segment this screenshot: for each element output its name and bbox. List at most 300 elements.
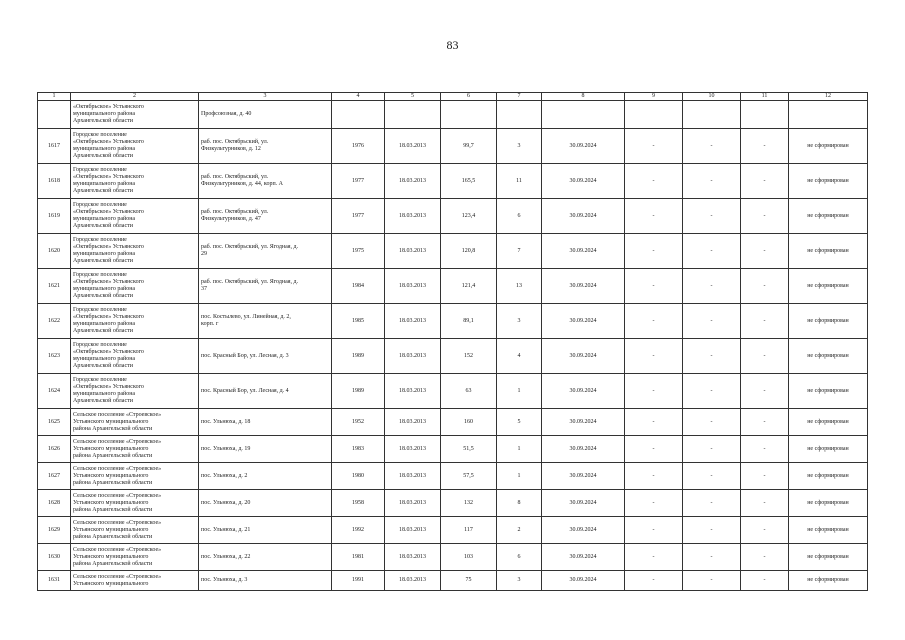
cell-line: Городское поселение xyxy=(73,132,127,138)
column-11-cell: - xyxy=(741,339,789,374)
date-cell xyxy=(385,101,441,129)
page-number: 83 xyxy=(446,38,459,52)
column-10-cell: - xyxy=(683,374,741,409)
deadline-cell: 30.09.2024 xyxy=(542,164,625,199)
deadline-cell: 30.09.2024 xyxy=(542,436,625,463)
cell-line: муниципального района xyxy=(73,286,136,292)
cell-line: Архангельской области xyxy=(73,363,133,369)
cell-line: «Октябрьское» Устьянского xyxy=(73,314,144,320)
deadline-cell: 30.09.2024 xyxy=(542,463,625,490)
date-cell: 18.03.2013 xyxy=(385,544,441,571)
year-built-cell: 1985 xyxy=(332,304,385,339)
column-10-cell: - xyxy=(683,409,741,436)
status-cell: не сформирован xyxy=(789,571,868,591)
residents-count-cell: 1 xyxy=(497,374,542,409)
year-built-cell: 1992 xyxy=(332,517,385,544)
cell-line: пос. Ульнюха, д. 22 xyxy=(201,553,251,560)
row-number-cell: 1630 xyxy=(38,544,71,571)
deadline-cell: 30.09.2024 xyxy=(542,490,625,517)
date-cell: 18.03.2013 xyxy=(385,409,441,436)
cell-line: Городское поселение xyxy=(73,307,127,313)
cell-line: раб. пос. Октябрьский, ул. xyxy=(201,174,269,180)
residents-count-cell: 11 xyxy=(497,164,542,199)
table-row xyxy=(38,374,868,409)
date-cell: 18.03.2013 xyxy=(385,234,441,269)
column-11-cell: - xyxy=(741,269,789,304)
cell-line: Архангельской области xyxy=(73,293,133,299)
cell-line: 37 xyxy=(201,286,207,292)
column-header: 2 xyxy=(71,93,199,101)
status-cell: не сформирован xyxy=(789,129,868,164)
table-row xyxy=(38,544,868,571)
status-cell: не сформирован xyxy=(789,544,868,571)
area-cell xyxy=(441,101,497,129)
column-header: 4 xyxy=(332,93,385,101)
row-number-cell: 1629 xyxy=(38,517,71,544)
row-number-cell: 1628 xyxy=(38,490,71,517)
cell-line: раб. пос. Октябрьский, ул. xyxy=(201,139,269,145)
municipality-cell xyxy=(71,517,199,544)
column-11-cell: - xyxy=(741,374,789,409)
column-header: 3 xyxy=(199,93,332,101)
year-built-cell: 1984 xyxy=(332,269,385,304)
status-cell: не сформирован xyxy=(789,463,868,490)
column-9-cell: - xyxy=(625,339,683,374)
row-number-cell: 1621 xyxy=(38,269,71,304)
cell-line: Устьянского муниципального xyxy=(73,472,149,479)
column-number-header-row xyxy=(38,93,868,101)
address-cell xyxy=(199,269,332,304)
year-built-cell: 1989 xyxy=(332,374,385,409)
deadline-cell: 30.09.2024 xyxy=(542,199,625,234)
status-cell: не сформирован xyxy=(789,517,868,544)
area-cell: 103 xyxy=(441,544,497,571)
date-cell: 18.03.2013 xyxy=(385,199,441,234)
row-number-cell: 1618 xyxy=(38,164,71,199)
cell-line: Устьянского муниципального xyxy=(73,580,149,587)
cell-line: Устьянского муниципального xyxy=(73,526,149,533)
area-cell: 99,7 xyxy=(441,129,497,164)
table-row xyxy=(38,304,868,339)
municipality-cell xyxy=(71,463,199,490)
column-11-cell: - xyxy=(741,463,789,490)
residents-count-cell: 2 xyxy=(497,517,542,544)
row-number-cell: 1620 xyxy=(38,234,71,269)
date-cell: 18.03.2013 xyxy=(385,374,441,409)
cell-line: муниципального района xyxy=(73,216,136,222)
cell-line: района Архангельской области xyxy=(73,452,153,459)
deadline-cell: 30.09.2024 xyxy=(542,544,625,571)
column-11-cell: - xyxy=(741,490,789,517)
cell-line: Сельское поселение «Строевское» xyxy=(73,411,162,418)
cell-line: «Октябрьское» Устьянского xyxy=(73,244,144,250)
row-number-cell: 1622 xyxy=(38,304,71,339)
cell-line: пос. Ульнюха, д. 18 xyxy=(201,418,251,425)
deadline-cell: 30.09.2024 xyxy=(542,517,625,544)
cell-line: Устьянского муниципального xyxy=(73,553,149,560)
cell-line: Сельское поселение «Строевское» xyxy=(73,465,162,472)
municipality-cell xyxy=(71,304,199,339)
table-row xyxy=(38,409,868,436)
status-cell: не сформирован xyxy=(789,164,868,199)
cell-line: пос. Красный Бор, ул. Лесная, д. 4 xyxy=(201,387,289,394)
column-header: 1 xyxy=(38,93,71,101)
column-9-cell: - xyxy=(625,571,683,591)
cell-line: муниципального района xyxy=(73,321,136,327)
address-cell xyxy=(199,436,332,463)
date-cell: 18.03.2013 xyxy=(385,339,441,374)
residents-count-cell: 3 xyxy=(497,129,542,164)
status-cell: не сформирован xyxy=(789,339,868,374)
cell-line: «Октябрьское» Устьянского xyxy=(73,349,144,355)
cell-line: Физкультурников, д. 44, корп. А xyxy=(201,181,284,187)
address-cell xyxy=(199,199,332,234)
cell-line: Архангельской области xyxy=(73,118,133,124)
deadline-cell: 30.09.2024 xyxy=(542,374,625,409)
cell-line: «Октябрьское» Устьянского xyxy=(73,384,144,390)
municipality-cell xyxy=(71,544,199,571)
year-built-cell: 1989 xyxy=(332,339,385,374)
cell-line: Городское поселение xyxy=(73,342,127,348)
date-cell: 18.03.2013 xyxy=(385,517,441,544)
cell-line: пос. Ульнюха, д. 2 xyxy=(201,472,248,479)
table-row xyxy=(38,129,868,164)
column-10-cell: - xyxy=(683,517,741,544)
column-9-cell: - xyxy=(625,517,683,544)
column-9-cell: - xyxy=(625,463,683,490)
cell-line: корп. г xyxy=(201,321,219,327)
cell-line: Городское поселение xyxy=(73,167,127,173)
cell-line: Архангельской области xyxy=(73,188,133,194)
cell-line: 29 xyxy=(201,251,207,257)
residents-count-cell: 4 xyxy=(497,339,542,374)
status-cell: не сформирован xyxy=(789,304,868,339)
municipality-cell xyxy=(71,234,199,269)
cell-line: Городское поселение xyxy=(73,202,127,208)
area-cell: 123,4 xyxy=(441,199,497,234)
address-cell xyxy=(199,234,332,269)
year-built-cell: 1976 xyxy=(332,129,385,164)
cell-line: района Архангельской области xyxy=(73,560,153,567)
column-9-cell: - xyxy=(625,374,683,409)
municipality-cell xyxy=(71,164,199,199)
municipality-cell xyxy=(71,339,199,374)
date-cell: 18.03.2013 xyxy=(385,463,441,490)
column-10-cell: - xyxy=(683,463,741,490)
residents-count-cell: 6 xyxy=(497,199,542,234)
column-10-cell: - xyxy=(683,269,741,304)
column-11-cell: - xyxy=(741,304,789,339)
cell-line: Архангельской области xyxy=(73,153,133,159)
deadline-cell: 30.09.2024 xyxy=(542,571,625,591)
deadline-cell: 30.09.2024 xyxy=(542,339,625,374)
cell-line: пос. Красный Бор, ул. Лесная, д. 3 xyxy=(201,352,289,359)
residents-count-cell: 3 xyxy=(497,304,542,339)
cell-line: муниципального района xyxy=(73,111,136,117)
residents-count-cell: 6 xyxy=(497,544,542,571)
area-cell: 165,5 xyxy=(441,164,497,199)
cell-line: Устьянского муниципального xyxy=(73,445,149,452)
municipality-cell xyxy=(71,199,199,234)
cell-line: Сельское поселение «Строевское» xyxy=(73,546,162,553)
deadline-cell: 30.09.2024 xyxy=(542,409,625,436)
table-row xyxy=(38,101,868,129)
row-number-cell: 1626 xyxy=(38,436,71,463)
area-cell: 121,4 xyxy=(441,269,497,304)
column-header: 8 xyxy=(542,93,625,101)
row-number-cell: 1624 xyxy=(38,374,71,409)
deadline-cell: 30.09.2024 xyxy=(542,234,625,269)
column-11-cell: - xyxy=(741,517,789,544)
cell-line: раб. пос. Октябрьский, ул. xyxy=(201,209,269,215)
column-10-cell xyxy=(683,101,741,129)
cell-line: муниципального района xyxy=(73,251,136,257)
cell-line: района Архангельской области xyxy=(73,479,153,486)
address-cell xyxy=(199,490,332,517)
year-built-cell xyxy=(332,101,385,129)
residents-count-cell: 1 xyxy=(497,436,542,463)
municipality-cell xyxy=(71,409,199,436)
row-number-cell: 1623 xyxy=(38,339,71,374)
cell-line: «Октябрьское» Устьянского xyxy=(73,174,144,180)
year-built-cell: 1952 xyxy=(332,409,385,436)
column-10-cell: - xyxy=(683,129,741,164)
cell-line: Сельское поселение «Строевское» xyxy=(73,519,162,526)
date-cell: 18.03.2013 xyxy=(385,571,441,591)
table-row xyxy=(38,199,868,234)
column-11-cell: - xyxy=(741,164,789,199)
cell-line: Устьянского муниципального xyxy=(73,499,149,506)
address-cell xyxy=(199,101,332,129)
row-number-cell: 1627 xyxy=(38,463,71,490)
date-cell: 18.03.2013 xyxy=(385,164,441,199)
residents-count-cell: 5 xyxy=(497,409,542,436)
column-header: 6 xyxy=(441,93,497,101)
address-cell xyxy=(199,339,332,374)
residents-count-cell: 13 xyxy=(497,269,542,304)
column-9-cell xyxy=(625,101,683,129)
year-built-cell: 1981 xyxy=(332,544,385,571)
table-row xyxy=(38,339,868,374)
status-cell: не сформирован xyxy=(789,409,868,436)
column-9-cell: - xyxy=(625,490,683,517)
column-10-cell: - xyxy=(683,436,741,463)
cell-line: «Октябрьское» Устьянского xyxy=(73,209,144,215)
column-9-cell: - xyxy=(625,409,683,436)
area-cell: 160 xyxy=(441,409,497,436)
cell-line: Городское поселение xyxy=(73,377,127,383)
column-header: 9 xyxy=(625,93,683,101)
row-number-cell: 1631 xyxy=(38,571,71,591)
column-10-cell: - xyxy=(683,490,741,517)
status-cell: не сформирован xyxy=(789,199,868,234)
address-cell xyxy=(199,164,332,199)
date-cell: 18.03.2013 xyxy=(385,436,441,463)
column-header: 5 xyxy=(385,93,441,101)
cell-line: муниципального района xyxy=(73,356,136,362)
year-built-cell: 1983 xyxy=(332,436,385,463)
cell-line: муниципального района xyxy=(73,391,136,397)
column-header: 12 xyxy=(789,93,868,101)
cell-line: Архангельской области xyxy=(73,223,133,229)
cell-line: Профсоюзная, д. 40 xyxy=(201,111,252,117)
column-9-cell: - xyxy=(625,234,683,269)
column-11-cell xyxy=(741,101,789,129)
column-header: 7 xyxy=(497,93,542,101)
table-row xyxy=(38,436,868,463)
residents-count-cell: 8 xyxy=(497,490,542,517)
column-9-cell: - xyxy=(625,544,683,571)
deadline-cell: 30.09.2024 xyxy=(542,304,625,339)
cell-line: Сельское поселение «Строевское» xyxy=(73,438,162,445)
column-11-cell: - xyxy=(741,199,789,234)
cell-line: Физкультурников, д. 12 xyxy=(201,146,261,152)
municipality-cell xyxy=(71,571,199,591)
cell-line: муниципального района xyxy=(73,181,136,187)
date-cell: 18.03.2013 xyxy=(385,304,441,339)
table-row xyxy=(38,490,868,517)
column-11-cell: - xyxy=(741,436,789,463)
residents-count-cell: 1 xyxy=(497,463,542,490)
column-10-cell: - xyxy=(683,164,741,199)
column-9-cell: - xyxy=(625,269,683,304)
area-cell: 120,8 xyxy=(441,234,497,269)
column-10-cell: - xyxy=(683,199,741,234)
address-cell xyxy=(199,544,332,571)
column-11-cell: - xyxy=(741,234,789,269)
residents-count-cell: 3 xyxy=(497,571,542,591)
column-10-cell: - xyxy=(683,571,741,591)
column-11-cell: - xyxy=(741,571,789,591)
table-row xyxy=(38,164,868,199)
column-11-cell: - xyxy=(741,129,789,164)
area-cell: 152 xyxy=(441,339,497,374)
cell-line: Городское поселение xyxy=(73,272,127,278)
cell-line: Физкультурников, д. 47 xyxy=(201,216,261,222)
cell-line: пос. Ульнюха, д. 3 xyxy=(201,577,248,583)
year-built-cell: 1975 xyxy=(332,234,385,269)
column-11-cell: - xyxy=(741,409,789,436)
address-cell xyxy=(199,571,332,591)
table-row xyxy=(38,463,868,490)
table-row xyxy=(38,269,868,304)
column-9-cell: - xyxy=(625,129,683,164)
row-number-cell xyxy=(38,101,71,129)
cell-line: «Октябрьское» Устьянского xyxy=(73,139,144,145)
column-10-cell: - xyxy=(683,304,741,339)
deadline-cell: 30.09.2024 xyxy=(542,129,625,164)
column-9-cell: - xyxy=(625,304,683,339)
table-row xyxy=(38,234,868,269)
cell-line: муниципального района xyxy=(73,146,136,152)
cell-line: пос. Ульнюха, д. 19 xyxy=(201,445,251,452)
area-cell: 117 xyxy=(441,517,497,544)
column-header: 11 xyxy=(741,93,789,101)
area-cell: 132 xyxy=(441,490,497,517)
column-9-cell: - xyxy=(625,436,683,463)
address-cell xyxy=(199,374,332,409)
date-cell: 18.03.2013 xyxy=(385,490,441,517)
cell-line: пос. Костылево, ул. Линейная, д. 2, xyxy=(201,314,291,320)
area-cell: 63 xyxy=(441,374,497,409)
table-row xyxy=(38,517,868,544)
cell-line: пос. Ульнюха, д. 21 xyxy=(201,526,251,533)
column-10-cell: - xyxy=(683,339,741,374)
status-cell: не сформирован xyxy=(789,269,868,304)
cell-line: пос. Ульнюха, д. 20 xyxy=(201,499,251,506)
row-number-cell: 1619 xyxy=(38,199,71,234)
area-cell: 75 xyxy=(441,571,497,591)
cell-line: района Архангельской области xyxy=(73,533,153,540)
column-11-cell: - xyxy=(741,544,789,571)
address-cell xyxy=(199,463,332,490)
cell-line: района Архангельской области xyxy=(73,425,153,432)
date-cell: 18.03.2013 xyxy=(385,129,441,164)
cell-line: раб. пос. Октябрьский, ул. Ягодная, д. xyxy=(201,279,299,285)
address-cell xyxy=(199,409,332,436)
cell-line: Архангельской области xyxy=(73,258,133,264)
cell-line: Архангельской области xyxy=(73,328,133,334)
residents-count-cell xyxy=(497,101,542,129)
table-row xyxy=(38,571,868,591)
status-cell: не сформирован xyxy=(789,436,868,463)
status-cell: не сформирован xyxy=(789,490,868,517)
row-number-cell: 1617 xyxy=(38,129,71,164)
residents-count-cell: 7 xyxy=(497,234,542,269)
column-9-cell: - xyxy=(625,164,683,199)
deadline-cell: 30.09.2024 xyxy=(542,269,625,304)
column-header: 10 xyxy=(683,93,741,101)
row-number-cell: 1625 xyxy=(38,409,71,436)
municipality-cell xyxy=(71,490,199,517)
municipality-cell xyxy=(71,269,199,304)
cell-line: Архангельской области xyxy=(73,398,133,404)
municipality-cell xyxy=(71,374,199,409)
year-built-cell: 1977 xyxy=(332,199,385,234)
date-cell: 18.03.2013 xyxy=(385,269,441,304)
cell-line: «Октябрьское» Устьянского xyxy=(73,279,144,285)
cell-line: Сельское поселение «Строевское» xyxy=(73,573,162,580)
cell-line: раб. пос. Октябрьский, ул. Ягодная, д. xyxy=(201,244,299,250)
area-cell: 51,5 xyxy=(441,436,497,463)
cell-line: Устьянского муниципального xyxy=(73,418,149,425)
year-built-cell: 1991 xyxy=(332,571,385,591)
year-built-cell: 1958 xyxy=(332,490,385,517)
municipality-cell xyxy=(71,436,199,463)
status-cell: не сформирован xyxy=(789,374,868,409)
status-cell xyxy=(789,101,868,129)
area-cell: 57,5 xyxy=(441,463,497,490)
column-10-cell: - xyxy=(683,234,741,269)
year-built-cell: 1977 xyxy=(332,164,385,199)
cell-line: Городское поселение xyxy=(73,237,127,243)
cell-line: Сельское поселение «Строевское» xyxy=(73,492,162,499)
status-cell: не сформирован xyxy=(789,234,868,269)
cell-line: «Октябрьское» Устьянского xyxy=(73,104,144,110)
municipality-cell xyxy=(71,101,199,129)
column-9-cell: - xyxy=(625,199,683,234)
column-10-cell: - xyxy=(683,544,741,571)
housing-register-table xyxy=(37,92,868,591)
address-cell xyxy=(199,304,332,339)
year-built-cell: 1980 xyxy=(332,463,385,490)
deadline-cell xyxy=(542,101,625,129)
address-cell xyxy=(199,517,332,544)
address-cell xyxy=(199,129,332,164)
municipality-cell xyxy=(71,129,199,164)
area-cell: 89,1 xyxy=(441,304,497,339)
cell-line: района Архангельской области xyxy=(73,506,153,513)
